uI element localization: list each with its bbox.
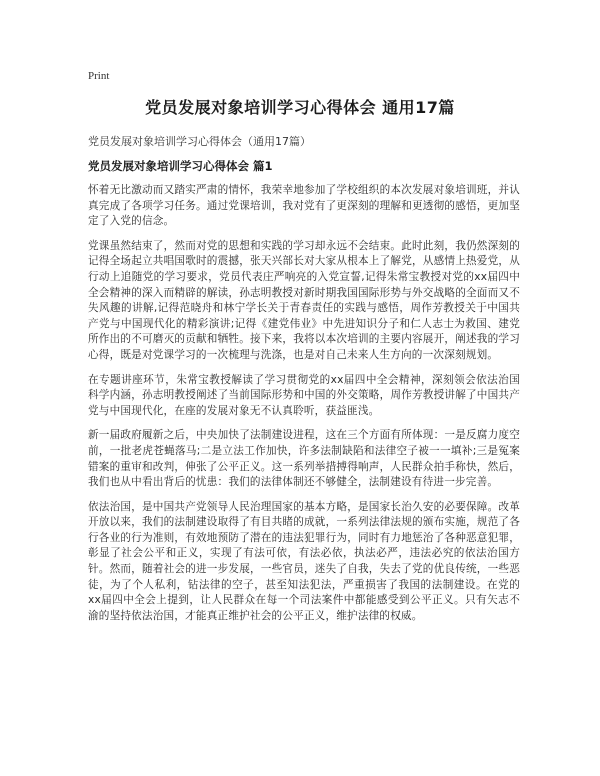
print-label[interactable]: Print — [88, 70, 110, 82]
body-paragraph: 在专题讲座环节，朱常宝教授解读了学习贯彻党的xx届四中全会精神，深刻领会依法治国科学内涵，孙志明教授阐述了当前国际形势和中国的外交策略，周作芳教授讲解了中国共产党与中国现代化，在座的发展对象无不认真聆听，获益匪浅。 — [88, 373, 520, 417]
document-body — [88, 183, 520, 633]
body-paragraph: 怀着无比激动而又踏实严肃的情怀，我荣幸地参加了学校组织的本次发展对象培训班，并认真完成了各项学习任务。通过党课培训，我对党有了更深刻的理解和更透彻的感悟，更加坚定了入党的信念。 — [88, 184, 520, 228]
section-heading: 党员发展对象培训学习心得体会 篇1 — [88, 159, 273, 173]
body-paragraph: 党课虽然结束了，然而对党的思想和实践的学习却永远不会结束。此时此刻，我仍然深刻的记得全场起立共唱国歌时的震撼，张天兴部长对大家从根本上了解党，从感情上热爱党，从行动上追随党的学习要求，党员代表庄严响亮的入党宣誓,记得朱常宝教授对党的xx届四中全会精神的深入而精辟的解读，孙志明教授对新时期我国国际形势与外交战略的全面而又不失风趣的讲解,记得范晓舟和林宁学长关于青春责任的实践与感悟，周作芳教授关于中国共产党与中国现代化的精彩演讲;记得《建党伟业》中先进知识分子和仁人志士为救国、建党所作出的不可磨灭的贡献和牺牲。接下来，我将以本次培训的主要内容展开，阐述我的学习心得，既是对党课学习的一次梳理与洗涤，也是对自己未来人生方向的一次深刻规划。 — [88, 239, 520, 361]
body-paragraph: 新一届政府履新之后，中央加快了法制建设进程，这在三个方面有所体现：一是反腐力度空前，一批老虎苍蝇落马;二是立法工作加快，许多法制缺陷和法律空子被一一填补;三是冤案错案的重审和改判，伸张了公平正义。这一系列举措搏得响声，人民群众拍手称快，然后，我们也从中看出背后的忧患：我们的法律体制还不够健全，法制建设有待进一步完善。 — [88, 429, 520, 489]
page-title: 党员发展对象培训学习心得体会 通用17篇 — [145, 98, 455, 117]
body-paragraph: 依法治国，是中国共产党领导人民治理国家的基本方略，是国家长治久安的必要保障。改革开放以来，我们的法制建设取得了有目共睹的成就，一系列法律法规的颁布实施，规范了各行各业的行为准则，有效地预防了潜在的违法犯罪行为，同时有力地惩治了各种恶意犯罪，彰显了社会公平和正义，实现了有法可依，有法必依，执法必严，违法必究的依法治国方针。然而，随着社会的进一步发展，一些官员，迷失了自我，失去了党的优良传统，一些恶徒，为了个人私利，钻法律的空子，甚至知法犯法，严重损害了我国的法制建设。在党的xx届四中全会上提到，让人民群众在每一个司法案件中都能感受到公平正义。只有矢志不渝的坚持依法治国，才能真正维护社会的公平正义，维护法律的权威。 — [88, 500, 520, 622]
document-subtitle: 党员发展对象培训学习心得体会（通用17篇） — [88, 135, 311, 148]
